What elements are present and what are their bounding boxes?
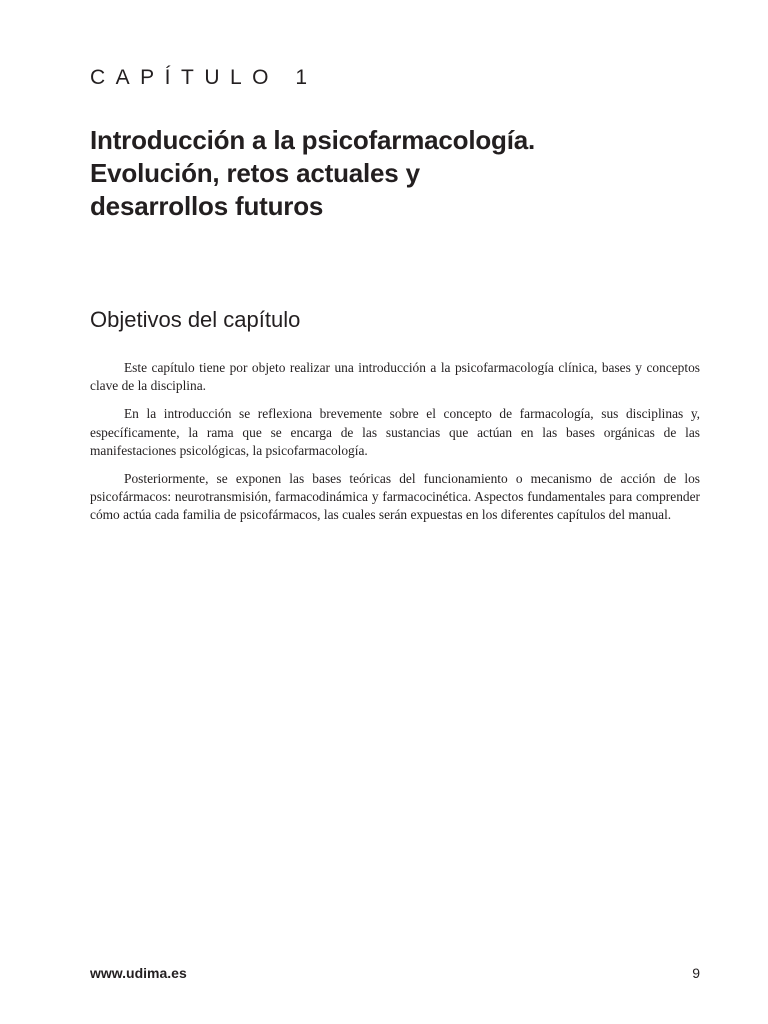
section-heading: Objetivos del capítulo: [90, 307, 301, 332]
chapter-title-line: Introducción a la psicofarmacología.: [90, 125, 536, 155]
body-text: [90, 359, 700, 535]
chapter-title: [90, 124, 650, 223]
paragraph: En la introducción se reflexiona brevemente sobre el concepto de farmacología, sus disciplinas y, específicamente, la rama que se encarga de las sustancias que actúan en las bases orgánicas de las manifestaciones psicológicas, la psicofarmacología.: [90, 406, 700, 458]
footer-website: www.udima.es: [90, 965, 187, 981]
footer-page-number: 9: [692, 965, 700, 981]
chapter-title-line: Evolución, retos actuales y: [90, 158, 420, 188]
paragraph: Posteriormente, se exponen las bases teóricas del funcionamiento o mecanismo de acción de los psicofármacos: neurotransmisión, farmacodinámica y farmacocinética. Aspectos fundamentales para comprender cómo actúa cada familia de psicofármacos, las cuales serán expuestas en los diferentes capítulos del manual.: [90, 471, 700, 523]
chapter-label: CAPÍTULO 1: [90, 66, 318, 89]
chapter-title-line: desarrollos futuros: [90, 191, 324, 221]
paragraph: Este capítulo tiene por objeto realizar una introducción a la psicofarmacología clínica, bases y conceptos clave de la disciplina.: [90, 360, 700, 394]
